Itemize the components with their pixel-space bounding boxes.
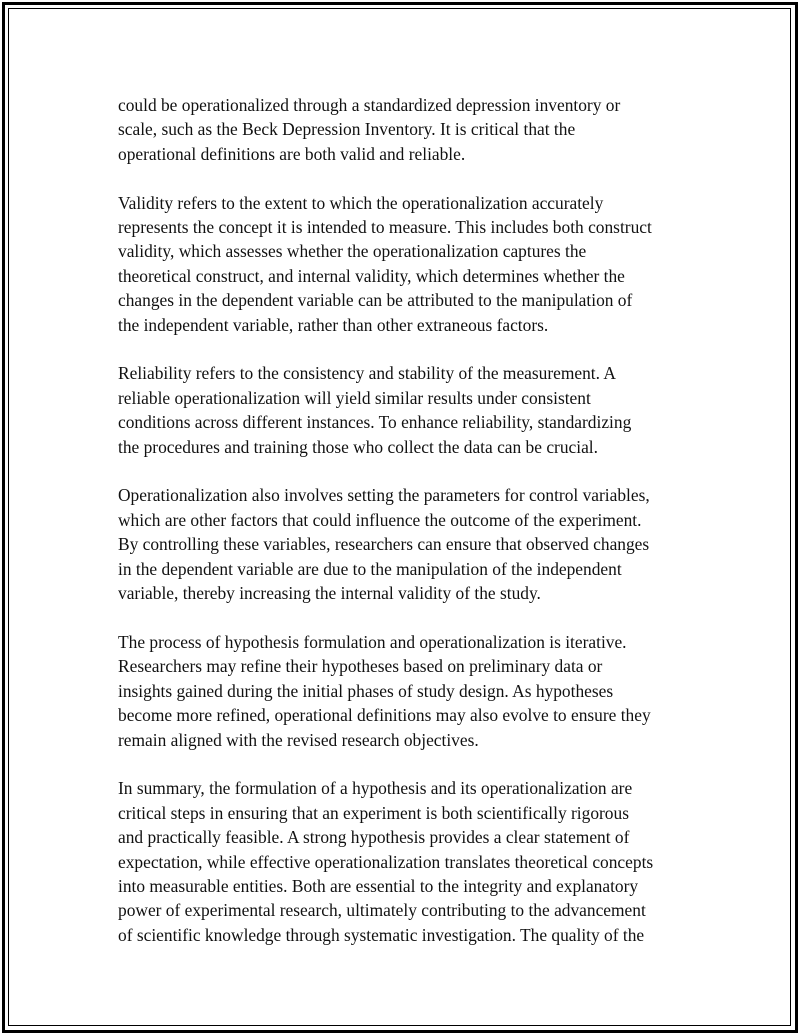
text-line: Validity refers to the extent to which the operationalization accurately: [118, 192, 604, 213]
text-line: the procedures and training those who collect the data can be crucial.: [118, 436, 598, 457]
text-line: Operationalization also involves setting the parameters for control variables,: [118, 485, 650, 506]
paragraph-2: [118, 191, 708, 337]
text-line: validity, which assesses whether the operationalization captures the: [118, 241, 587, 262]
text-line: of scientific knowledge through systematic investigation. The quality of the: [118, 924, 645, 945]
text-line: theoretical construct, and internal validity, which determines whether the: [118, 265, 625, 286]
text-line: and practically feasible. A strong hypothesis provides a clear statement of: [118, 827, 630, 848]
text-line: scale, such as the Beck Depression Inventory. It is critical that the: [118, 119, 576, 140]
paragraph-4: [118, 483, 708, 605]
text-line: changes in the dependent variable can be attributed to the manipulation of: [118, 290, 633, 311]
text-line: remain aligned with the revised research objectives.: [118, 729, 479, 750]
text-line: could be operationalized through a standardized depression inventory or: [118, 95, 621, 115]
text-line: in the dependent variable are due to the manipulation of the independent: [118, 558, 622, 579]
text-line: In summary, the formulation of a hypothesis and its operationalization are: [118, 778, 633, 799]
paragraph-6: [118, 776, 708, 947]
text-line: By controlling these variables, researchers can ensure that observed changes: [118, 534, 650, 555]
paragraph-5: [118, 630, 708, 752]
text-line: The process of hypothesis formulation and operationalization is iterative.: [118, 631, 627, 652]
text-line: Researchers may refine their hypotheses based on preliminary data or: [118, 656, 603, 677]
text-line: become more refined, operational definitions may also evolve to ensure they: [118, 705, 651, 726]
text-line: power of experimental research, ultimately contributing to the advancement: [118, 900, 646, 921]
text-line: insights gained during the initial phases of study design. As hypotheses: [118, 680, 614, 701]
text-line: variable, thereby increasing the internal validity of the study.: [118, 583, 541, 604]
text-line: Reliability refers to the consistency and stability of the measurement. A: [118, 363, 616, 384]
text-line: critical steps in ensuring that an experiment is both scientifically rigorous: [118, 802, 629, 823]
paragraph-3: [118, 361, 708, 459]
text-line: which are other factors that could influence the outcome of the experiment.: [118, 509, 642, 530]
paragraph-1: [118, 93, 708, 166]
text-line: reliable operationalization will yield similar results under consistent: [118, 387, 591, 408]
text-line: represents the concept it is intended to measure. This includes both construct: [118, 217, 652, 238]
text-line: operational definitions are both valid and reliable.: [118, 143, 466, 164]
text-line: into measurable entities. Both are essential to the integrity and explanatory: [118, 875, 639, 896]
text-line: the independent variable, rather than other extraneous factors.: [118, 314, 549, 335]
text-line: expectation, while effective operationalization translates theoretical concepts: [118, 851, 654, 872]
text-line: conditions across different instances. To enhance reliability, standardizing: [118, 412, 632, 433]
document-body: [118, 93, 708, 972]
